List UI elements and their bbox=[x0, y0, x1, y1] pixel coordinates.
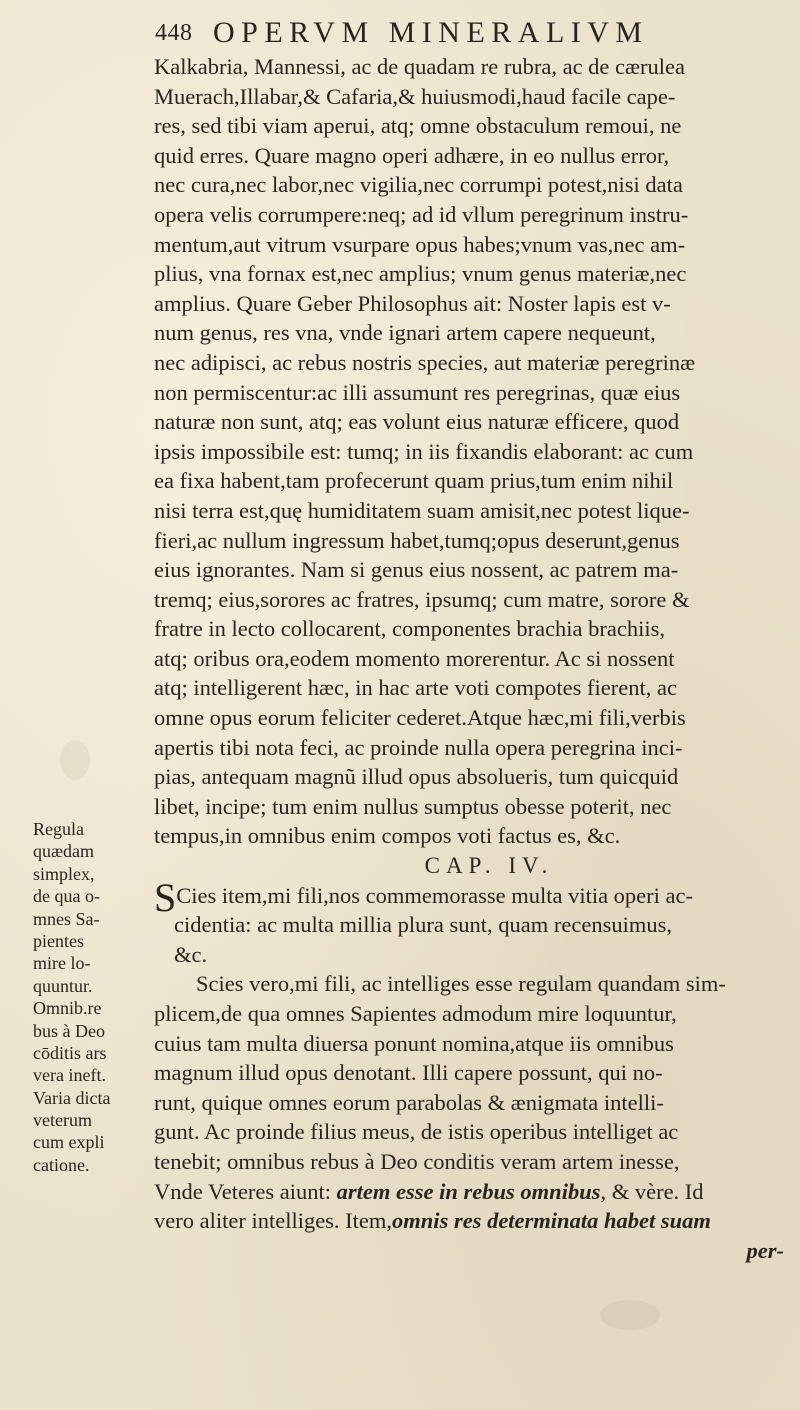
text-line: fratre in lecto collocarent, componentes brachia brachiis, bbox=[154, 616, 666, 642]
text-line: nec cura,nec labor,nec vigilia,nec corrumpi potest,nisi data bbox=[154, 172, 683, 198]
chapter-heading: CAP. IV. bbox=[424, 853, 554, 879]
text-line: non permiscentur:ac illi assumunt res peregrinas, quæ eius bbox=[154, 379, 681, 405]
text-line: num genus, res vna, vnde ignari artem capere nequeunt, bbox=[154, 320, 656, 346]
text-line: atq; oribus ora,eodem momento morerentur. Ac si nossent bbox=[154, 645, 675, 671]
text-line: omne opus eorum feliciter cederet.Atque hæc,mi fili,verbis bbox=[154, 705, 686, 731]
italic-quote: artem esse in rebus omnibus bbox=[336, 1178, 601, 1204]
text-line-content: Cies item,mi fili,nos commemorasse multa vitia operi ac- bbox=[176, 882, 694, 908]
italic-quote: omnis res determinata habet suam bbox=[392, 1208, 711, 1234]
text-line: atq; intelligerent hæc, in hac arte voti compotes fierent, ac bbox=[154, 675, 677, 701]
margin-note-line: Varia dicta bbox=[33, 1087, 111, 1108]
margin-note-line: vera ineft. bbox=[33, 1065, 106, 1086]
text-line: tremq; eius,sorores ac fratres, ipsumq; cum matre, sorore & bbox=[154, 586, 690, 612]
margin-note-line: simplex, bbox=[33, 863, 95, 884]
text-line: nisi terra est,quę humiditatem suam amisit,nec potest lique- bbox=[154, 497, 690, 523]
margin-note-line: cōditis ars bbox=[33, 1042, 107, 1063]
text-line: libet, incipe; tum enim nullus sumptus obesse poterit, nec bbox=[154, 793, 672, 819]
margin-note-line: pientes bbox=[33, 930, 84, 951]
text-line bbox=[154, 874, 794, 920]
paragraph-two bbox=[154, 999, 794, 1177]
paper-stain bbox=[600, 1300, 660, 1330]
text-line: gunt. Ac proinde filius meus, de istis operibus intelliget ac bbox=[154, 1119, 679, 1145]
text-line: ea fixa habent,tam profecerunt quam prius,tum enim nihil bbox=[154, 468, 674, 494]
text-fragment: Vnde Veteres aiunt: bbox=[154, 1178, 337, 1204]
paragraph-cap-continued bbox=[154, 910, 794, 969]
text-line: apertis tibi nota feci, ac proinde nulla opera peregrina inci- bbox=[154, 734, 683, 760]
catchword: per- bbox=[746, 1237, 784, 1263]
margin-note-line: bus à Deo bbox=[33, 1020, 105, 1041]
margin-note-line: Omnib.re bbox=[33, 998, 102, 1019]
text-fragment: , & vère. Id bbox=[600, 1178, 704, 1204]
text-line: runt, quique omnes eorum parabolas & ænigmata intelli- bbox=[154, 1089, 664, 1115]
text-line: mentum,aut vitrum vsurpare opus habes;vnum vas,nec am- bbox=[154, 231, 686, 257]
margin-note-line: de qua o- bbox=[33, 886, 100, 907]
margin-note-line: mnes Sa- bbox=[33, 908, 100, 929]
page-number: 448 bbox=[155, 20, 193, 46]
text-line: Muerach,Illabar,& Cafaria,& huiusmodi,haud facile cape- bbox=[154, 83, 676, 109]
text-line: &c. bbox=[174, 941, 208, 967]
text-line: pias, antequam magnũ illud opus absolueris, tum quicquid bbox=[154, 764, 679, 790]
paper-stain bbox=[60, 740, 90, 780]
text-line: res, sed tibi viam aperui, atq; omne obstaculum remoui, ne bbox=[154, 113, 682, 139]
margin-note-line: quuntur. bbox=[33, 975, 93, 996]
text-line: naturæ non sunt, atq; eas volunt eius naturæ efficere, quod bbox=[154, 409, 680, 435]
margin-note-line: cum expli bbox=[33, 1132, 105, 1153]
text-line: Kalkabria, Mannessi, ac de quadam re rubra, ac de cærulea bbox=[154, 54, 686, 79]
drop-initial: S bbox=[154, 874, 177, 920]
text-line bbox=[154, 1177, 794, 1207]
text-line: plicem,de qua omnes Sapientes admodum mire loquuntur, bbox=[154, 1001, 677, 1026]
margin-note-line: Regula bbox=[33, 819, 84, 839]
running-head: OPERVM MINERALIVM bbox=[213, 16, 649, 49]
margin-note-line: mire lo- bbox=[33, 953, 91, 974]
page-header bbox=[155, 14, 795, 54]
margin-note bbox=[33, 818, 151, 1176]
text-line: opera velis corrumpere:neq; ad id vllum peregrinum instru- bbox=[154, 201, 689, 227]
margin-note-line: catione. bbox=[33, 1154, 90, 1175]
text-line: plius, vna fornax est,nec amplius; vnum genus materiæ,nec bbox=[154, 261, 687, 287]
margin-note-line: veterum bbox=[33, 1110, 92, 1131]
text-line: ipsis impossibile est: tumq; in iis fixandis elaborant: ac cum bbox=[154, 438, 694, 464]
text-line: tempus,in omnibus enim compos voti factus es, &c. bbox=[154, 823, 621, 849]
text-line: cuius tam multa diuersa ponunt nomina,atque iis omnibus bbox=[154, 1030, 674, 1056]
text-line: amplius. Quare Geber Philosophus ait: Noster lapis est v- bbox=[154, 290, 671, 316]
text-line: fieri,ac nullum ingressum habet,tumq;opus deserunt,genus bbox=[154, 527, 680, 553]
text-fragment: vero aliter intelliges. Item, bbox=[154, 1208, 393, 1234]
text-line: Scies vero,mi fili, ac intelliges esse regulam quandam sim- bbox=[196, 971, 726, 997]
text-line: nec adipisci, ac rebus nostris species, aut materiæ peregrinæ bbox=[154, 349, 696, 375]
margin-note-line: quædam bbox=[33, 841, 94, 862]
text-line bbox=[154, 1206, 794, 1236]
text-line: tenebit; omnibus rebus à Deo conditis veram artem inesse, bbox=[154, 1148, 680, 1174]
paragraph-one bbox=[154, 52, 794, 851]
text-line: eius ignorantes. Nam si genus eius nossent, ac patrem ma- bbox=[154, 557, 679, 583]
text-line: magnum illud opus denotant. Illi capere possunt, qui no- bbox=[154, 1060, 663, 1086]
main-text bbox=[154, 52, 794, 1265]
text-line: cidentia: ac multa millia plura sunt, quam recensuimus, bbox=[174, 912, 672, 938]
text-line: quid erres. Quare magno operi adhære, in eo nullus error, bbox=[154, 142, 670, 168]
